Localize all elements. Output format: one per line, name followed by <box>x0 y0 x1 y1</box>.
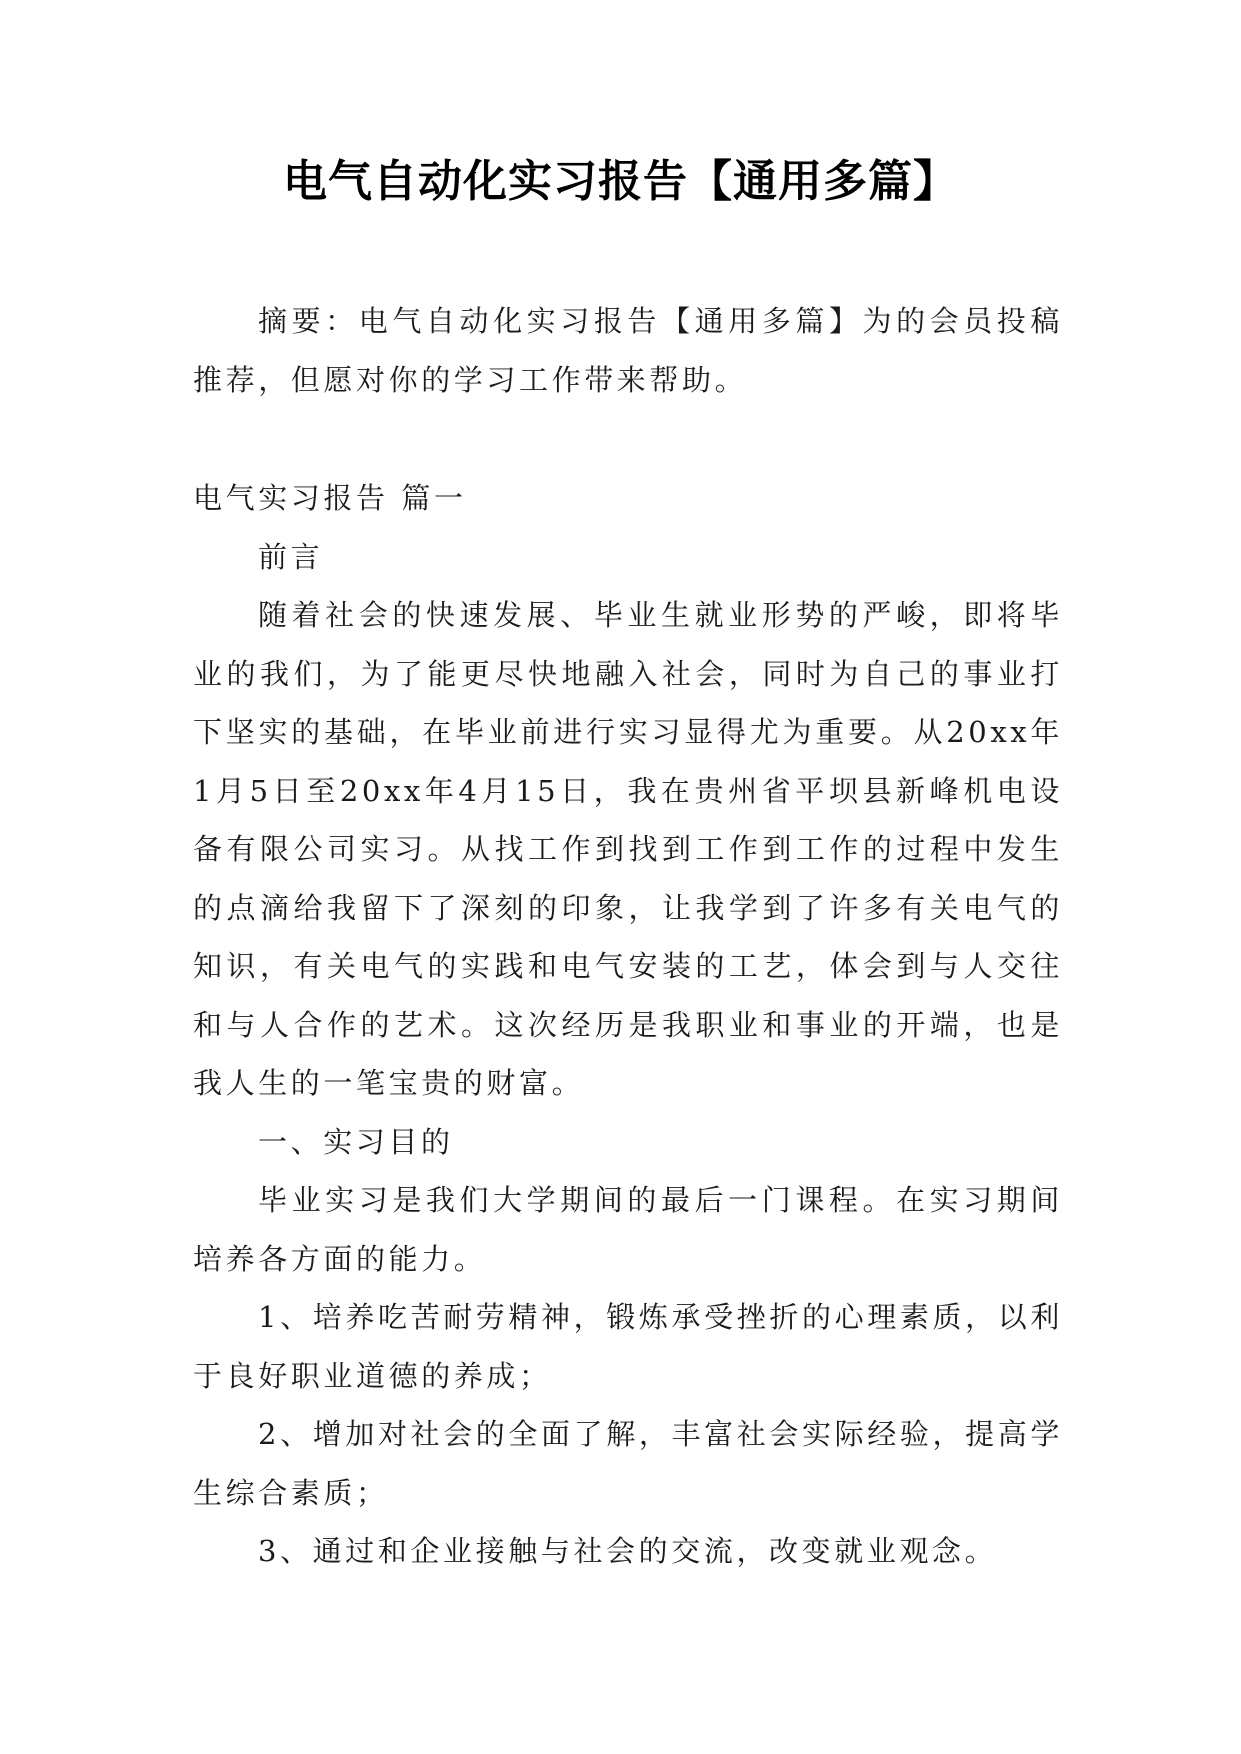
list-item: 1、培养吃苦耐劳精神，锻炼承受挫折的心理素质，以利于良好职业道德的养成； <box>193 1300 1063 1393</box>
preface-paragraph: 随着社会的快速发展、毕业生就业形势的严峻，即将毕业的我们，为了能更尽快地融入社会，同时为自己的事业打下坚实的基础，在毕业前进行实习显得尤为重要。从20xx年1月5日至20xx年4月15日，我在贵州省平坝县新峰机电设备有限公司实习。从找工作到找到工作到工作的过程中发生的点滴给我留下了深刻的印象，让我学到了许多有关电气的知识，有关电气的实践和电气安装的工艺，体会到与人交往和与人合作的艺术。这次经历是我职业和事业的开端，也是我人生的一笔宝贵的财富。 <box>193 598 1063 1100</box>
document-title: 电气自动化实习报告【通用多篇】 <box>283 156 958 207</box>
section-title: 电气实习报告 篇一 <box>193 481 467 515</box>
preface-heading: 前言 <box>258 539 324 574</box>
abstract-paragraph: 摘要：电气自动化实习报告【通用多篇】为的会员投稿推荐，但愿对你的学习工作带来帮助。 <box>193 304 1063 397</box>
list-item: 3、通过和企业接触与社会的交流，改变就业观念。 <box>258 1534 998 1568</box>
list-item: 2、增加对社会的全面了解，丰富社会实际经验，提高学生综合素质； <box>193 1417 1063 1510</box>
purpose-heading: 一、实习目的 <box>258 1124 454 1159</box>
paragraph-spacer <box>193 409 1063 469</box>
document-body <box>193 292 1063 1581</box>
purpose-paragraph: 毕业实习是我们大学期间的最后一门课程。在实习期间培养各方面的能力。 <box>193 1183 1063 1276</box>
